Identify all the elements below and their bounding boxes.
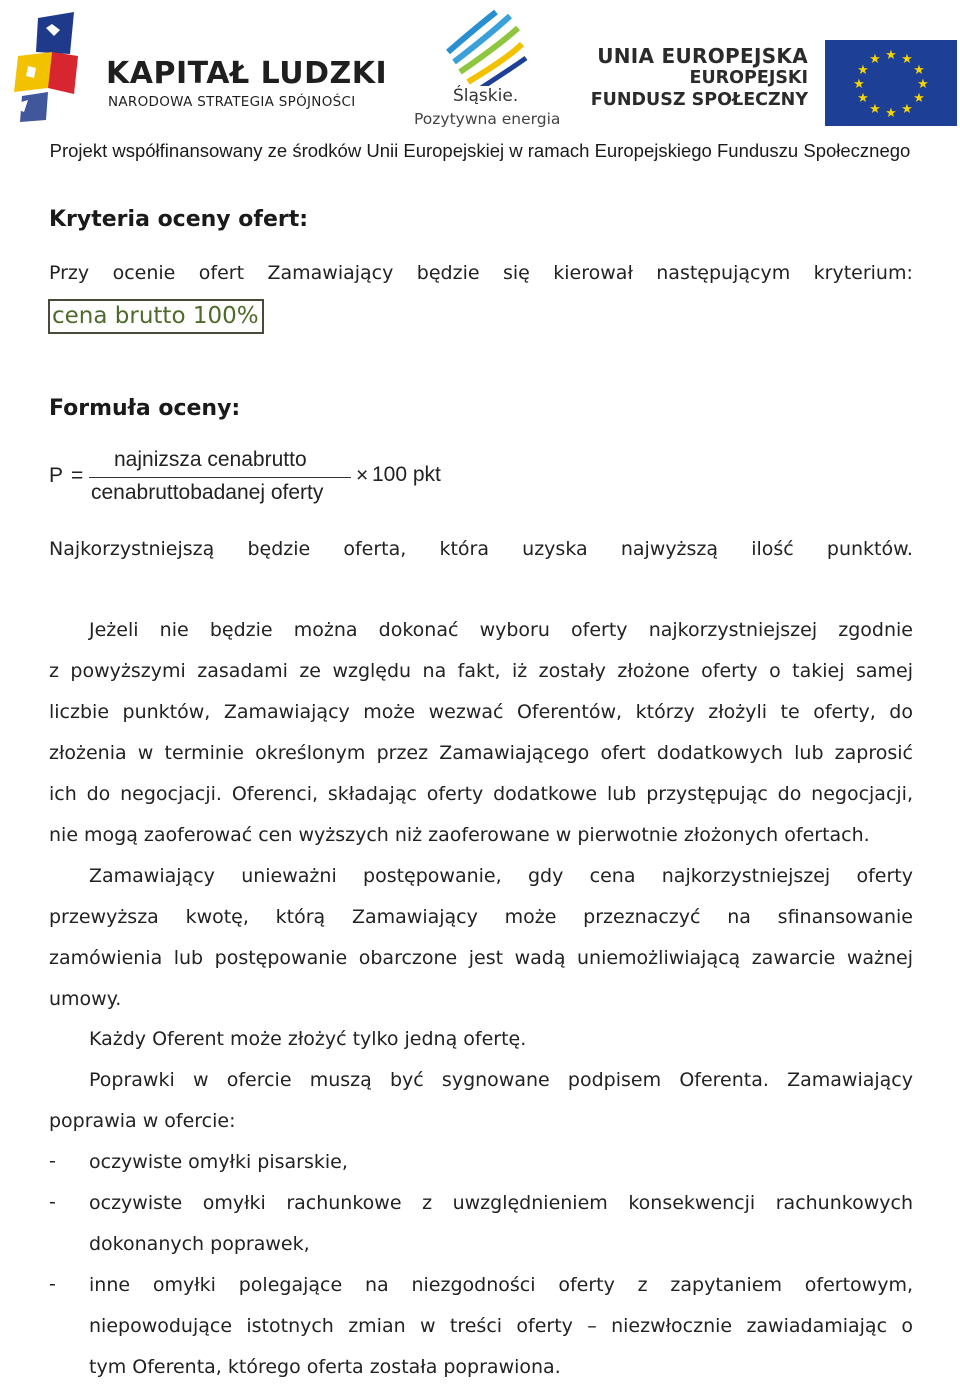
text-line: zamówienia lub postępowanie obarczone jest wadą uniemożliwiającą zawarcie ważnej [49, 947, 913, 969]
text-line: przewyższa kwotę, którą Zamawiający może przeznaczyć na sfinansowanie [49, 906, 913, 928]
list-item [89, 1265, 913, 1388]
formula-times: × [356, 464, 369, 487]
kapital-ludzki-subtitle: NARODOWA STRATEGIA SPÓJNOŚCI [108, 94, 356, 110]
svg-text:★: ★ [857, 63, 869, 78]
word: Najkorzystniejszą [49, 538, 215, 560]
text-line: oczywiste omyłki pisarskie, [89, 1151, 348, 1173]
ue-line-3: FUNDUSZ SPOŁECZNY [590, 90, 808, 110]
paragraph-one-offer [49, 1019, 913, 1060]
text-line: tym Oferenta, którego oferta została poprawiona. [89, 1356, 561, 1378]
word: uzyska [522, 538, 588, 560]
text-line: Poprawki w ofercie muszą być sygnowane podpisem Oferenta. Zamawiający [89, 1069, 913, 1091]
logo-bar [0, 0, 960, 135]
word: będzie [247, 538, 311, 560]
paragraph-corrections [49, 1060, 913, 1142]
text-line: Każdy Oferent może złożyć tylko jedną ofertę. [89, 1028, 527, 1050]
slaskie-logo [408, 6, 568, 128]
word: Zamawiający [267, 262, 394, 284]
word: się [502, 262, 530, 284]
word: punktów. [826, 538, 913, 560]
svg-text:★: ★ [885, 106, 897, 121]
formula-multiplier: 100 pkt [372, 463, 441, 486]
text-line: nie mogą zaoferować cen wyższych niż zaoferowane w pierwotnie złożonych ofertach. [49, 824, 870, 846]
list-item [89, 1142, 913, 1183]
word: kryterium: [813, 262, 913, 284]
word: oferta, [343, 538, 407, 560]
ue-line-1: UNIA EUROPEJSKA [597, 44, 808, 68]
word: Przy [49, 262, 90, 284]
eu-flag-icon [825, 40, 957, 126]
word: najwyższą [620, 538, 719, 560]
text-line: Zamawiający unieważni postępowanie, gdy cena najkorzystniejszej oferty [89, 865, 913, 887]
text-line: ich do negocjacji. Oferenci, składając oferty dodatkowe lub przystępując do negocjacji, [49, 783, 913, 805]
paragraph-tie-rule [49, 610, 913, 856]
criteria-heading: Kryteria oceny ofert: [49, 207, 309, 232]
svg-text:★: ★ [913, 91, 925, 106]
word: ilość [751, 538, 794, 560]
text-line [49, 610, 913, 651]
project-cofinancing-line: Projekt współfinansowany ze środków Unii Europejskiej w ramach Europejskiego Funduszu Społecznego [49, 140, 911, 161]
word: będzie [416, 262, 480, 284]
svg-text:★: ★ [885, 48, 897, 63]
svg-text:★: ★ [869, 52, 881, 67]
svg-text:★: ★ [901, 102, 913, 117]
word: ofert [198, 262, 245, 284]
formula-numerator: najnizsza cenabrutto [114, 448, 307, 471]
formula-p-symbol: P [49, 464, 64, 487]
text-line: inne omyłki polegające na niezgodności oferty z zapytaniem ofertowym, [89, 1274, 913, 1296]
text-line: liczbie punktów, Zamawiający może wezwać Oferentów, którzy złożyli te oferty, do [49, 701, 913, 723]
ue-line-2: EUROPEJSKI [689, 68, 808, 88]
best-offer-sentence [49, 529, 913, 570]
word: ocenie [112, 262, 176, 284]
text-line: z powyższymi zasadami ze względu na fakt, iż zostały złożone oferty o takiej samej [49, 660, 913, 682]
word: kierował [553, 262, 633, 284]
svg-text:★: ★ [913, 63, 925, 78]
svg-text:★: ★ [857, 91, 869, 106]
text-line: oczywiste omyłki rachunkowe z uwzględnieniem konsekwencji rachunkowych [89, 1192, 913, 1214]
text-line: złożenia w terminie określonym przez Zamawiającego ofert dodatkowych lub zaprosić [49, 742, 913, 764]
word: która [439, 538, 490, 560]
svg-text:★: ★ [869, 102, 881, 117]
ue-efs-logo [590, 40, 958, 125]
line-text: Jeżeli nie będzie można dokonać wyboru oferty najkorzystniejszej zgodnie [89, 619, 913, 641]
text-line: dokonanych poprawek, [89, 1233, 310, 1255]
list-dash: - [49, 1150, 56, 1172]
kapital-ludzki-title: KAPITAŁ LUDZKI [106, 56, 388, 91]
list-dash: - [49, 1191, 56, 1213]
svg-text:★: ★ [917, 77, 929, 92]
criterion-box: cena brutto 100% [48, 299, 264, 334]
kapital-ludzki-logo [8, 12, 388, 122]
slaskie-tagline: Pozytywna energia [414, 110, 561, 128]
word: następującym [656, 262, 791, 284]
text-line: niepowodujące istotnych zmian w treści oferty – niezwłocznie zawiadamiając o [89, 1315, 913, 1337]
criteria-intro [49, 253, 913, 294]
fraction-bar [89, 477, 351, 478]
kapital-ludzki-emblem-icon [8, 12, 98, 122]
svg-text:★: ★ [901, 52, 913, 67]
paragraph-cancellation [49, 856, 913, 1020]
slaskie-name: Śląskie. [453, 86, 519, 106]
list-item [89, 1183, 913, 1265]
svg-text:★: ★ [853, 77, 865, 92]
text-line: umowy. [49, 988, 122, 1010]
formula-denominator: cenabruttobadanej oferty [91, 481, 324, 504]
scoring-formula [49, 448, 469, 510]
formula-heading: Formuła oceny: [49, 396, 241, 421]
text-line: poprawia w ofercie: [49, 1110, 236, 1132]
slaskie-waves-icon [408, 6, 568, 86]
list-dash: - [49, 1273, 56, 1295]
formula-equals: = [71, 464, 84, 487]
